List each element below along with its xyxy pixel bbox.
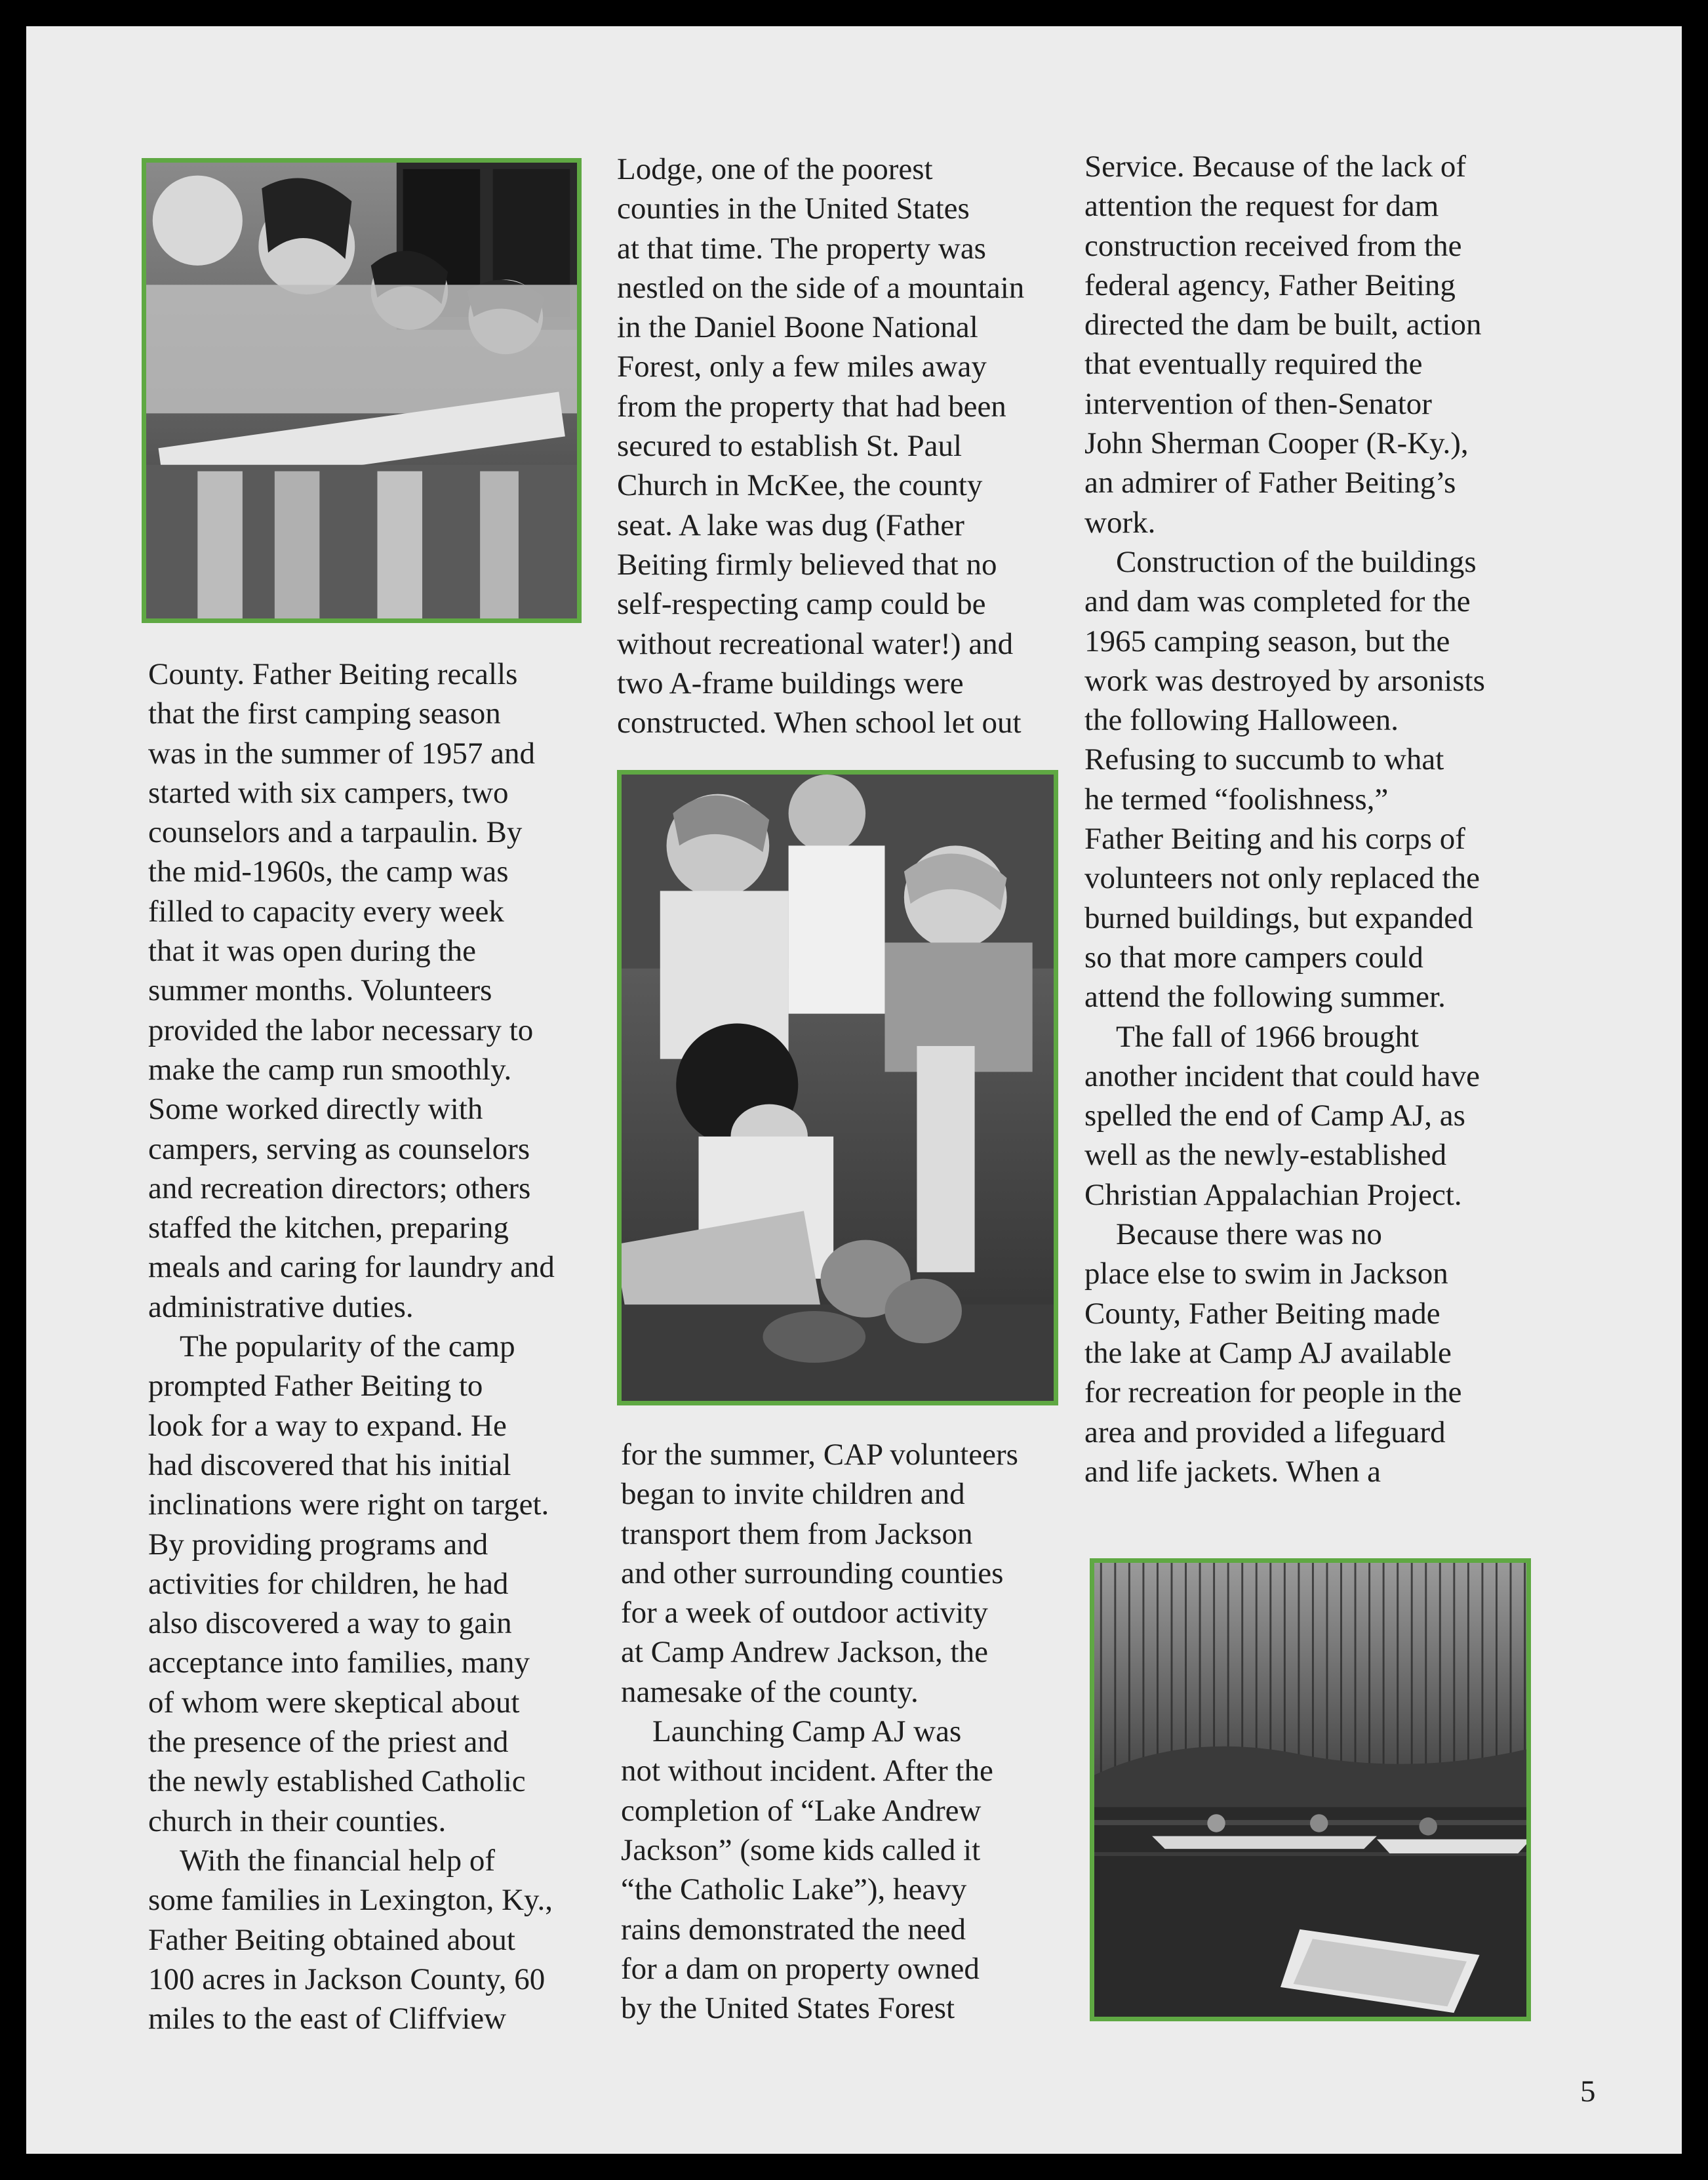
text-line: started with six campers, two <box>148 775 509 810</box>
text-line: had discovered that his initial <box>148 1447 511 1482</box>
photo-children-nature <box>617 770 1058 1405</box>
text-line: meals and caring for laundry and <box>148 1250 555 1285</box>
text-line: at Camp Andrew Jackson, the <box>621 1635 988 1670</box>
text-line: burned buildings, but expanded <box>1084 900 1473 935</box>
text-line: the lake at Camp AJ available <box>1084 1335 1452 1370</box>
text-line: make the camp run smoothly. <box>148 1052 512 1087</box>
text-line: With the financial help of <box>180 1843 495 1878</box>
magazine-page <box>26 26 1682 2154</box>
text-line: Christian Appalachian Project. <box>1084 1177 1462 1212</box>
text-line: Church in McKee, the county <box>617 468 983 503</box>
text-line: so that more campers could <box>1084 940 1423 975</box>
text-line: volunteers not only replaced the <box>1084 861 1480 896</box>
text-line: an admirer of Father Beiting’s <box>1084 466 1456 500</box>
text-line: of whom were skeptical about <box>148 1685 520 1720</box>
text-line: counties in the United States <box>617 192 970 226</box>
text-line: staffed the kitchen, preparing <box>148 1211 509 1245</box>
text-line: for recreation for people in the <box>1084 1375 1462 1410</box>
text-line: area and provided a lifeguard <box>1084 1415 1446 1449</box>
photo-girls-seated-image <box>146 163 577 618</box>
text-line: Because there was no <box>1116 1217 1382 1252</box>
text-line: also discovered a way to gain <box>148 1606 512 1641</box>
text-line: he termed “foolishness,” <box>1084 782 1389 817</box>
text-line: began to invite children and <box>621 1477 965 1512</box>
text-line: at that time. The property was <box>617 231 986 266</box>
text-line: Launching Camp AJ was <box>652 1714 962 1749</box>
photo-lake-canoes-image <box>1094 1563 1526 2017</box>
text-line: summer months. Volunteers <box>148 973 492 1008</box>
text-line: Forest, only a few miles away <box>617 350 987 384</box>
text-line: another incident that could have <box>1084 1059 1480 1093</box>
text-line: administrative duties. <box>148 1289 414 1324</box>
text-line: the newly established Catholic <box>148 1764 526 1799</box>
text-line: filled to capacity every week <box>148 894 504 929</box>
text-line: was in the summer of 1957 and <box>148 736 536 771</box>
text-line: acceptance into families, many <box>148 1645 530 1680</box>
text-line: that it was open during the <box>148 934 476 969</box>
text-line: Beiting firmly believed that no <box>617 547 997 582</box>
text-line: counselors and a tarpaulin. By <box>148 815 523 850</box>
text-line: two A-frame buildings were <box>617 666 964 700</box>
column-1-text <box>148 655 555 2038</box>
text-line: without recreational water!) and <box>617 626 1014 661</box>
text-line: “the Catholic Lake”), heavy <box>621 1872 967 1907</box>
text-line: Service. Because of the lack of <box>1084 150 1467 184</box>
text-line: Some worked directly with <box>148 1092 483 1127</box>
text-line: that the first camping season <box>148 696 501 731</box>
text-line: intervention of then-Senator <box>1084 386 1432 421</box>
text-line: The popularity of the camp <box>180 1329 515 1364</box>
text-line: by the United States Forest <box>621 1991 955 2026</box>
text-line: directed the dam be built, action <box>1084 308 1482 342</box>
text-line: Jackson” (some kids called it <box>621 1832 981 1867</box>
text-line: Refusing to succumb to what <box>1084 742 1444 777</box>
photo-girls-seated <box>142 158 582 623</box>
text-line: activities for children, he had <box>148 1566 509 1601</box>
text-line: for the summer, CAP volunteers <box>621 1438 1018 1472</box>
text-line: spelled the end of Camp AJ, as <box>1084 1099 1465 1133</box>
text-line: provided the labor necessary to <box>148 1013 534 1047</box>
text-line: namesake of the county. <box>621 1674 919 1709</box>
text-line: the mid-1960s, the camp was <box>148 855 509 889</box>
text-line: and dam was completed for the <box>1084 584 1471 619</box>
text-line: inclinations were right on target. <box>148 1487 549 1522</box>
text-line: County. Father Beiting recalls <box>148 657 518 691</box>
column-2-top-text <box>617 150 1024 742</box>
text-line: and life jackets. When a <box>1084 1454 1381 1489</box>
column-2-bottom-text <box>621 1435 1018 2028</box>
text-line: The fall of 1966 brought <box>1116 1019 1420 1054</box>
text-line: constructed. When school let out <box>617 706 1022 740</box>
text-line: Father Beiting and his corps of <box>1084 822 1465 857</box>
photo-children-nature-image <box>622 775 1054 1401</box>
photo-lake-canoes <box>1090 1558 1531 2021</box>
page-number: 5 <box>1580 2074 1596 2109</box>
text-line: and other surrounding counties <box>621 1556 1004 1590</box>
text-line: church in their counties. <box>148 1804 447 1838</box>
text-line: campers, serving as counselors <box>148 1131 530 1166</box>
text-line: attend the following summer. <box>1084 980 1446 1015</box>
text-line: miles to the east of Cliffview <box>148 2002 507 2036</box>
text-line: nestled on the side of a mountain <box>617 270 1025 305</box>
text-line: work was destroyed by arsonists <box>1084 663 1485 698</box>
text-line: transport them from Jackson <box>621 1516 973 1551</box>
text-line: construction received from the <box>1084 228 1462 263</box>
text-line: 100 acres in Jackson County, 60 <box>148 1962 546 1996</box>
text-line: Father Beiting obtained about <box>148 1922 515 1957</box>
text-line: County, Father Beiting made <box>1084 1296 1440 1331</box>
text-line: the following Halloween. <box>1084 703 1399 738</box>
text-line: secured to establish St. Paul <box>617 429 963 464</box>
text-line: 1965 camping season, but the <box>1084 624 1450 658</box>
text-line: rains demonstrated the need <box>621 1912 966 1947</box>
text-line: in the Daniel Boone National <box>617 310 978 345</box>
text-line: some families in Lexington, Ky., <box>148 1883 553 1918</box>
text-line: attention the request for dam <box>1084 189 1439 224</box>
text-line: self-respecting camp could be <box>617 587 986 622</box>
text-line: seat. A lake was dug (Father <box>617 508 964 542</box>
text-line: By providing programs and <box>148 1527 488 1562</box>
text-line: well as the newly-established <box>1084 1138 1447 1173</box>
text-line: and recreation directors; others <box>148 1171 531 1205</box>
text-line: Lodge, one of the poorest <box>617 152 933 186</box>
text-line: from the property that had been <box>617 389 1006 424</box>
text-line: federal agency, Father Beiting <box>1084 268 1456 302</box>
text-line: the presence of the priest and <box>148 1725 509 1760</box>
text-line: for a dam on property owned <box>621 1951 980 1986</box>
text-line: work. <box>1084 505 1156 540</box>
text-line: Construction of the buildings <box>1116 544 1477 579</box>
text-line: that eventually required the <box>1084 347 1423 382</box>
text-line: for a week of outdoor activity <box>621 1596 988 1630</box>
text-line: look for a way to expand. He <box>148 1408 507 1443</box>
text-line: not without incident. After the <box>621 1754 993 1788</box>
text-line: place else to swim in Jackson <box>1084 1257 1448 1291</box>
text-line: prompted Father Beiting to <box>148 1369 483 1403</box>
text-line: John Sherman Cooper (R-Ky.), <box>1084 426 1469 461</box>
text-line: completion of “Lake Andrew <box>621 1793 982 1828</box>
column-3-text <box>1084 147 1485 1491</box>
